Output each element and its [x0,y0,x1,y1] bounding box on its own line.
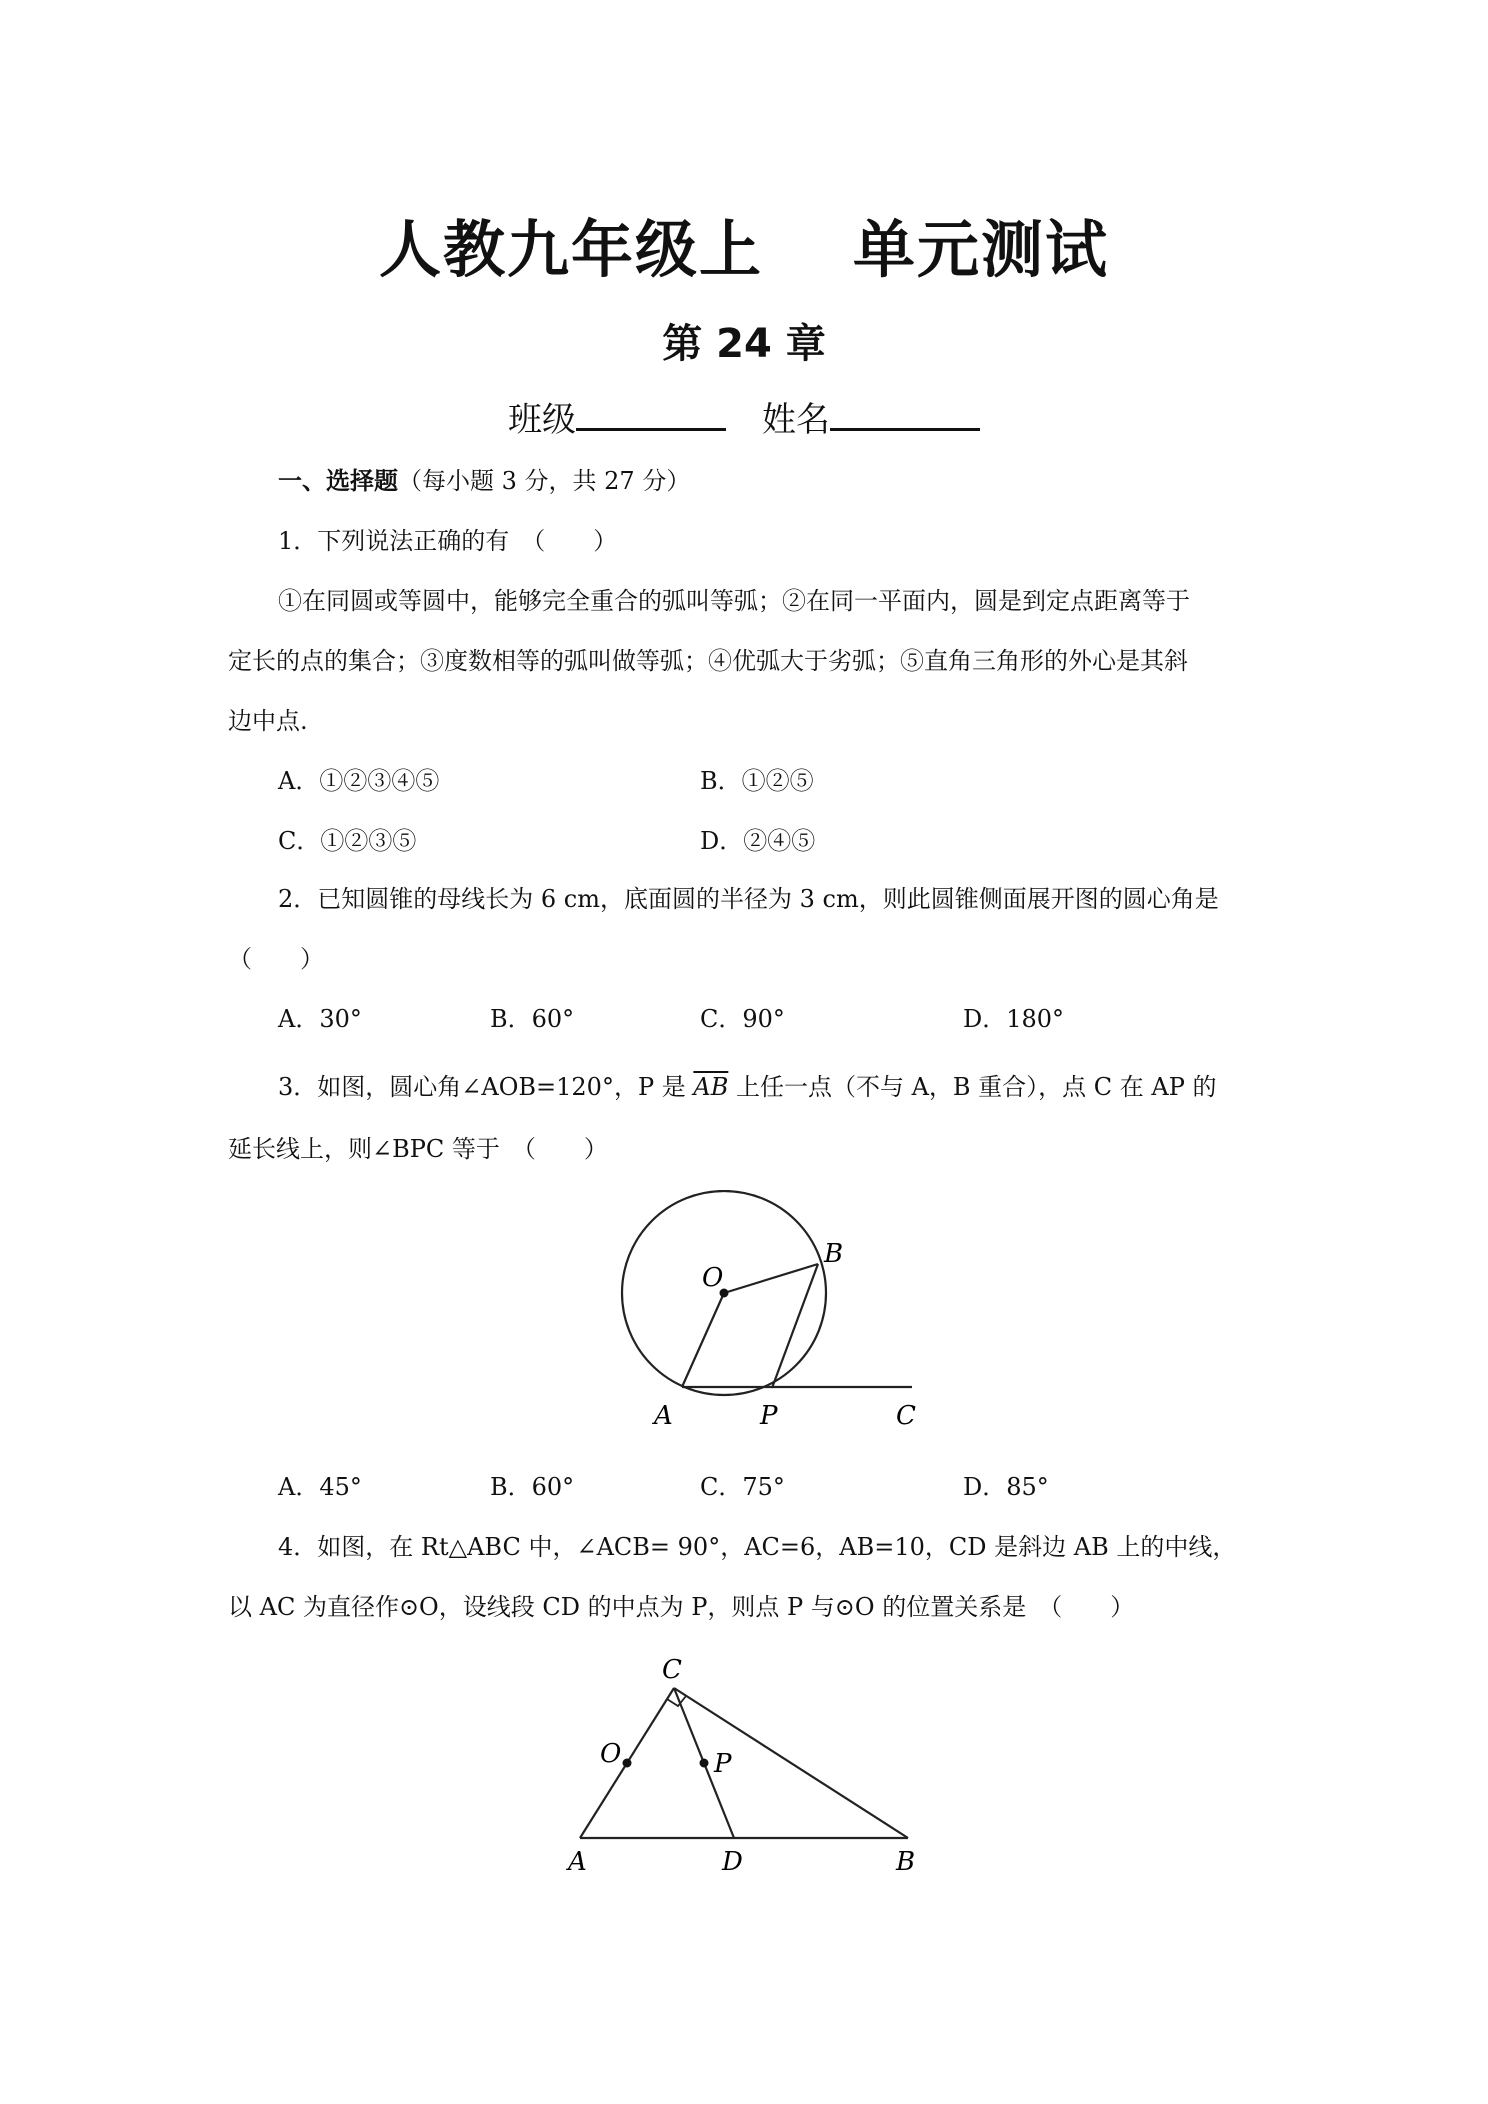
name-blank[interactable] [830,398,980,431]
label-p: P [760,1401,778,1430]
q3-option-c[interactable]: C．75° [700,1473,785,1501]
q3-stem-start: 3．如图，圆心角∠AOB=120°，P 是 [278,1073,694,1101]
label-d: D [722,1847,743,1877]
q1-option-b[interactable]: B．①②⑤ [700,767,814,795]
q1-option-a[interactable]: A．①②③④⑤ [278,767,440,795]
segment-oa [682,1293,724,1387]
q4-stem: 4．如图，在 Rt△ABC 中，∠ACB= 90°，AC=6，AB=10，CD 是斜边 AB 上的中线， [278,1533,1237,1561]
arc-ab: $\overline{AB}$ [693,1073,729,1101]
q4-text-line: 以 AC 为直径作⊙O，设线段 CD 的中点为 P，则点 P 与⊙O 的位置关系是 （ ） [228,1593,1135,1621]
segment-ob [724,1264,818,1293]
class-blank[interactable] [576,398,726,431]
q3-option-b[interactable]: B．60° [490,1473,575,1501]
point-p [700,1759,709,1768]
q2-option-a[interactable]: A．30° [278,1005,362,1033]
q2-option-d[interactable]: D．180° [963,1005,1065,1033]
title-grade: 人教九年级上 [378,213,763,286]
section-title: 一、选择题 [278,467,398,495]
label-b: B [824,1239,844,1269]
q2-paren: （ ） [228,945,324,973]
page-title [0,200,1488,289]
label-o: O [600,1739,622,1769]
label-o: O [702,1263,724,1293]
section-note: （每小题 3 分，共 27 分） [398,467,691,495]
right-angle-mark [667,1696,686,1706]
label-p: P [714,1749,732,1779]
q3-stem-end: 上任一点（不与 A，B 重合），点 C 在 AP 的 [728,1073,1217,1101]
chapter-heading: 第 24 章 [662,321,826,367]
title-test: 单元测试 [853,213,1110,286]
label-a: A [654,1401,673,1430]
segment-cb [674,1688,908,1838]
q3-circle-figure [600,1190,940,1430]
name-label: 姓名 [762,400,830,440]
student-info-line [0,392,1488,441]
q3-option-a[interactable]: A．45° [278,1473,362,1501]
q2-stem: 2．已知圆锥的母线长为 6 cm，底面圆的半径为 3 cm，则此圆锥侧面展开图的圆心角是 [278,885,1219,913]
q1-text-line: ①在同圆或等圆中，能够完全重合的弧叫等弧；②在同一平面内，圆是到定点距离等于 [278,587,1190,615]
label-b: B [896,1847,916,1877]
q4-triangle-figure [550,1650,950,1880]
label-a: A [568,1847,587,1877]
point-o [623,1759,632,1768]
q3-stem [278,1072,1318,1102]
q3-text-line: 延长线上，则∠BPC 等于 （ ） [228,1135,608,1163]
q1-stem: 1．下列说法正确的有 （ ） [278,527,618,555]
q2-option-b[interactable]: B．60° [490,1005,575,1033]
q3-option-d[interactable]: D．85° [963,1473,1049,1501]
q1-text-line: 定长的点的集合；③度数相等的弧叫做等弧；④优弧大于劣弧；⑤直角三角形的外心是其斜 [228,647,1188,675]
q1-option-d[interactable]: D．②④⑤ [700,827,816,855]
label-c: C [662,1655,682,1685]
q1-option-c[interactable]: C．①②③⑤ [278,827,417,855]
class-label: 班级 [508,400,576,440]
section-heading [278,466,1318,496]
segment-bp [772,1264,818,1388]
q2-option-c[interactable]: C．90° [700,1005,785,1033]
q1-text-line: 边中点. [228,707,308,735]
label-c: C [896,1401,916,1430]
